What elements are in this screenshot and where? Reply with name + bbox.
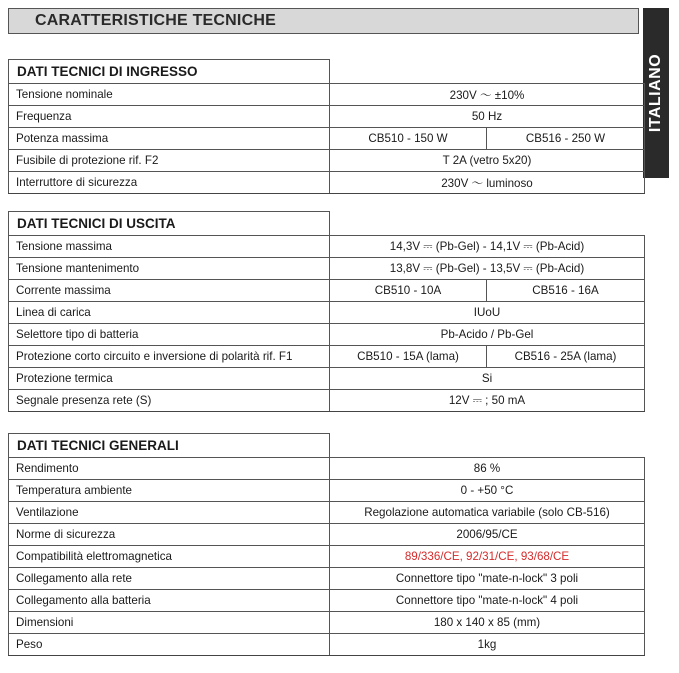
spec-value: T 2A (vetro 5x20) — [330, 150, 645, 172]
section-title-general: DATI TECNICI GENERALI — [9, 434, 330, 458]
spec-value: 230V ～ luminoso — [330, 172, 645, 194]
page-header — [8, 8, 639, 34]
table-row — [9, 302, 645, 324]
spec-value: 12V ⎓ ; 50 mA — [330, 390, 645, 412]
spec-label: Protezione corto circuito e inversione di polarità rif. F1 — [9, 346, 330, 368]
section-title-input: DATI TECNICI DI INGRESSO — [9, 60, 330, 84]
table-row — [9, 280, 645, 302]
spec-value-cb510: CB510 - 10A — [330, 280, 487, 302]
spec-value-cb516: CB516 - 16A — [487, 280, 645, 302]
table-row — [9, 590, 645, 612]
table-row — [9, 84, 645, 106]
input-specs-table — [8, 59, 645, 194]
spec-label: Frequenza — [9, 106, 330, 128]
table-row — [9, 346, 645, 368]
table-row — [9, 612, 645, 634]
spec-value: 14,3V ⎓ (Pb-Gel) - 14,1V ⎓ (Pb-Acid) — [330, 236, 645, 258]
table-row — [9, 324, 645, 346]
spec-value: Connettore tipo "mate-n-lock" 3 poli — [330, 568, 645, 590]
table-row — [9, 368, 645, 390]
spec-value: Si — [330, 368, 645, 390]
spec-label: Corrente massima — [9, 280, 330, 302]
table-row — [9, 128, 645, 150]
spec-label: Temperatura ambiente — [9, 480, 330, 502]
spec-value: 50 Hz — [330, 106, 645, 128]
table-row — [9, 546, 645, 568]
spec-label: Ventilazione — [9, 502, 330, 524]
spec-label: Compatibilità elettromagnetica — [9, 546, 330, 568]
page-title: CARATTERISTICHE TECNICHE — [35, 12, 276, 29]
table-row — [9, 568, 645, 590]
spec-label: Fusibile di protezione rif. F2 — [9, 150, 330, 172]
spec-value: 2006/95/CE — [330, 524, 645, 546]
language-tab-label: ITALIANO — [647, 53, 664, 133]
table-row — [9, 458, 645, 480]
spec-label: Selettore tipo di batteria — [9, 324, 330, 346]
table-row — [9, 390, 645, 412]
spec-value-cb516: CB516 - 250 W — [487, 128, 645, 150]
spec-label: Linea di carica — [9, 302, 330, 324]
table-row — [9, 480, 645, 502]
spec-value: 230V ～ ±10% — [330, 84, 645, 106]
table-row — [9, 258, 645, 280]
spec-label: Dimensioni — [9, 612, 330, 634]
table-row — [9, 236, 645, 258]
table-row — [9, 634, 645, 656]
language-tab — [643, 8, 669, 178]
spec-label: Peso — [9, 634, 330, 656]
spec-label: Collegamento alla batteria — [9, 590, 330, 612]
spec-value-cb516: CB516 - 25A (lama) — [487, 346, 645, 368]
spec-label: Tensione massima — [9, 236, 330, 258]
spec-value-cb510: CB510 - 15A (lama) — [330, 346, 487, 368]
table-row — [9, 502, 645, 524]
spec-value-highlighted: 89/336/CE, 92/31/CE, 93/68/CE — [330, 546, 645, 568]
table-row — [9, 524, 645, 546]
spec-label: Potenza massima — [9, 128, 330, 150]
spec-value: Regolazione automatica variabile (solo CB-516) — [330, 502, 645, 524]
spec-label: Rendimento — [9, 458, 330, 480]
spec-value: 86 % — [330, 458, 645, 480]
spec-value: 180 x 140 x 85 (mm) — [330, 612, 645, 634]
spec-value: Pb-Acido / Pb-Gel — [330, 324, 645, 346]
spec-value-cb510: CB510 - 150 W — [330, 128, 487, 150]
table-row — [9, 106, 645, 128]
spec-value: IUoU — [330, 302, 645, 324]
spec-value: Connettore tipo "mate-n-lock" 4 poli — [330, 590, 645, 612]
output-specs-table — [8, 211, 645, 412]
spec-value: 13,8V ⎓ (Pb-Gel) - 13,5V ⎓ (Pb-Acid) — [330, 258, 645, 280]
spec-label: Tensione nominale — [9, 84, 330, 106]
table-row — [9, 150, 645, 172]
section-title-output: DATI TECNICI DI USCITA — [9, 212, 330, 236]
spec-value: 0 - +50 °C — [330, 480, 645, 502]
spec-label: Protezione termica — [9, 368, 330, 390]
table-row — [9, 172, 645, 194]
spec-label: Norme di sicurezza — [9, 524, 330, 546]
spec-label: Tensione mantenimento — [9, 258, 330, 280]
spec-label: Segnale presenza rete (S) — [9, 390, 330, 412]
general-specs-table — [8, 433, 645, 656]
spec-label: Interruttore di sicurezza — [9, 172, 330, 194]
spec-label: Collegamento alla rete — [9, 568, 330, 590]
spec-value: 1kg — [330, 634, 645, 656]
